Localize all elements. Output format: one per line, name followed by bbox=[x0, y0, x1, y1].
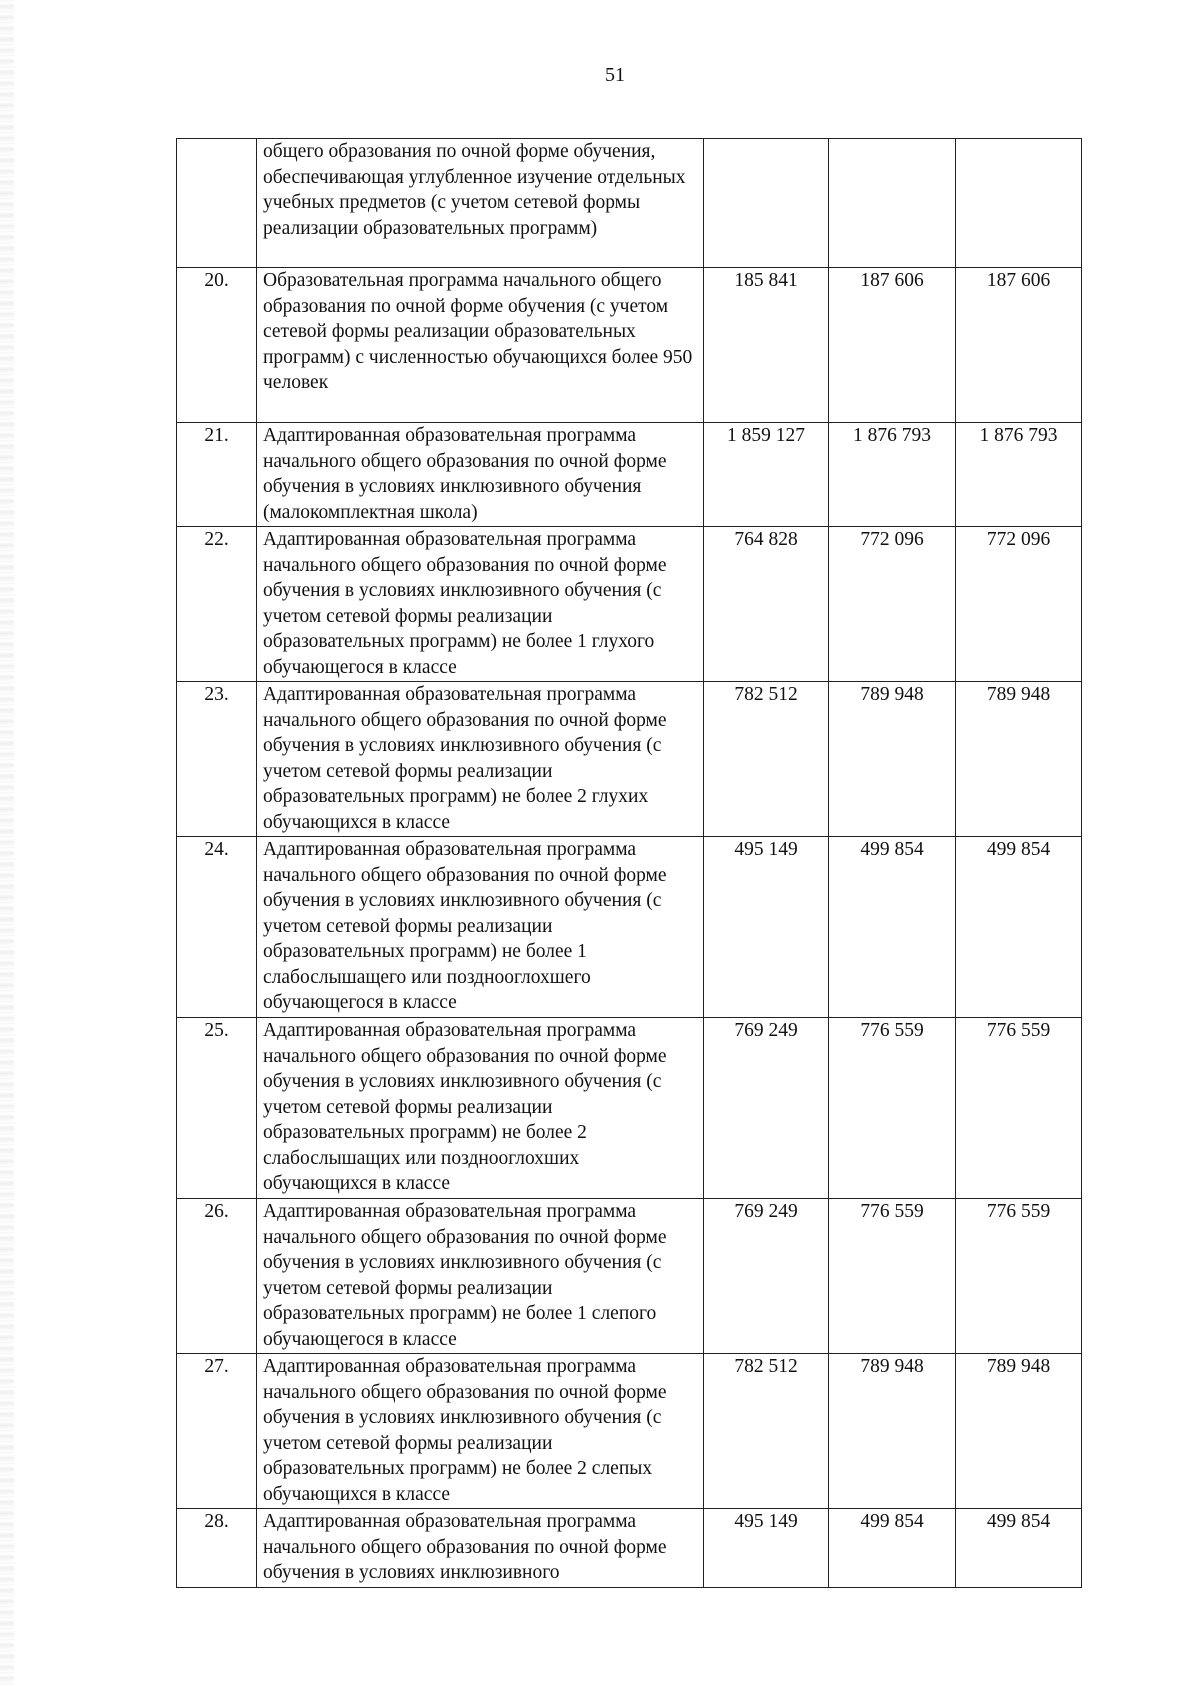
row-value-1: 495 149 bbox=[704, 837, 829, 1018]
row-description: Образовательная программа начального общего образования по очной форме обучения (с учетом сетевой формы реализации образовательных программ) с численностью обучающихся более 950 человек bbox=[257, 268, 704, 423]
table-row bbox=[177, 423, 1082, 527]
row-value-1: 764 828 bbox=[704, 527, 829, 682]
table-row bbox=[177, 268, 1082, 423]
budget-table bbox=[176, 138, 1082, 1588]
row-number: 25. bbox=[177, 1018, 257, 1199]
row-value-1: 782 512 bbox=[704, 682, 829, 837]
row-description: Адаптированная образовательная программа начального общего образования по очной форме обучения в условиях инклюзивного обучения (с учетом сетевой формы реализации образовательных программ) не более 1 слабослышащего или позднооглохшего обучающегося в классе bbox=[257, 837, 704, 1018]
row-value-2: 776 559 bbox=[829, 1199, 956, 1354]
row-value-3: 187 606 bbox=[956, 268, 1082, 423]
row-number: 28. bbox=[177, 1509, 257, 1588]
row-value-3: 499 854 bbox=[956, 837, 1082, 1018]
row-number: 20. bbox=[177, 268, 257, 423]
table-row bbox=[177, 837, 1082, 1018]
row-value-2: 789 948 bbox=[829, 682, 956, 837]
row-description: Адаптированная образовательная программа начального общего образования по очной форме обучения в условиях инклюзивного bbox=[257, 1509, 704, 1588]
row-description: Адаптированная образовательная программа начального общего образования по очной форме обучения в условиях инклюзивного обучения (с учетом сетевой формы реализации образовательных программ) не более 2 глухих обучающихся в классе bbox=[257, 682, 704, 837]
row-value-1: 769 249 bbox=[704, 1199, 829, 1354]
row-value-3: 789 948 bbox=[956, 1354, 1082, 1509]
row-description: Адаптированная образовательная программа начального общего образования по очной форме обучения в условиях инклюзивного обучения (малокомплектная школа) bbox=[257, 423, 704, 527]
table-row bbox=[177, 1509, 1082, 1588]
row-value-1: 185 841 bbox=[704, 268, 829, 423]
row-value-3: 776 559 bbox=[956, 1199, 1082, 1354]
row-value-1 bbox=[704, 139, 829, 268]
table-row bbox=[177, 1199, 1082, 1354]
row-value-3: 789 948 bbox=[956, 682, 1082, 837]
row-number: 22. bbox=[177, 527, 257, 682]
page-number: 51 bbox=[605, 64, 625, 86]
row-value-2: 499 854 bbox=[829, 837, 956, 1018]
row-value-1: 769 249 bbox=[704, 1018, 829, 1199]
table-row bbox=[177, 139, 1082, 268]
row-value-2: 789 948 bbox=[829, 1354, 956, 1509]
row-value-2 bbox=[829, 139, 956, 268]
row-value-2: 1 876 793 bbox=[829, 423, 956, 527]
row-description: Адаптированная образовательная программа начального общего образования по очной форме обучения в условиях инклюзивного обучения (с учетом сетевой формы реализации образовательных программ) не более 2 слепых обучающихся в классе bbox=[257, 1354, 704, 1509]
row-value-2: 776 559 bbox=[829, 1018, 956, 1199]
row-number: 23. bbox=[177, 682, 257, 837]
row-value-1: 782 512 bbox=[704, 1354, 829, 1509]
row-number: 21. bbox=[177, 423, 257, 527]
table-row bbox=[177, 1018, 1082, 1199]
row-value-3 bbox=[956, 139, 1082, 268]
row-description: Адаптированная образовательная программа начального общего образования по очной форме обучения в условиях инклюзивного обучения (с учетом сетевой формы реализации образовательных программ) не более 2 слабослышащих или позднооглохших обучающихся в классе bbox=[257, 1018, 704, 1199]
row-description: Адаптированная образовательная программа начального общего образования по очной форме обучения в условиях инклюзивного обучения (с учетом сетевой формы реализации образовательных программ) не более 1 глухого обучающегося в классе bbox=[257, 527, 704, 682]
scan-edge bbox=[0, 0, 14, 1686]
row-value-3: 772 096 bbox=[956, 527, 1082, 682]
row-value-3: 1 876 793 bbox=[956, 423, 1082, 527]
row-number: 26. bbox=[177, 1199, 257, 1354]
row-value-2: 772 096 bbox=[829, 527, 956, 682]
row-value-1: 1 859 127 bbox=[704, 423, 829, 527]
table-row bbox=[177, 527, 1082, 682]
row-value-3: 499 854 bbox=[956, 1509, 1082, 1588]
row-value-2: 499 854 bbox=[829, 1509, 956, 1588]
row-description: общего образования по очной форме обучения, обеспечивающая углубленное изучение отдельных учебных предметов (с учетом сетевой формы реализации образовательных программ) bbox=[257, 139, 704, 268]
row-number: 27. bbox=[177, 1354, 257, 1509]
row-number: 24. bbox=[177, 837, 257, 1018]
table-row bbox=[177, 1354, 1082, 1509]
row-number bbox=[177, 139, 257, 268]
row-value-3: 776 559 bbox=[956, 1018, 1082, 1199]
table-row bbox=[177, 682, 1082, 837]
row-value-1: 495 149 bbox=[704, 1509, 829, 1588]
row-description: Адаптированная образовательная программа начального общего образования по очной форме обучения в условиях инклюзивного обучения (с учетом сетевой формы реализации образовательных программ) не более 1 слепого обучающегося в классе bbox=[257, 1199, 704, 1354]
row-value-2: 187 606 bbox=[829, 268, 956, 423]
